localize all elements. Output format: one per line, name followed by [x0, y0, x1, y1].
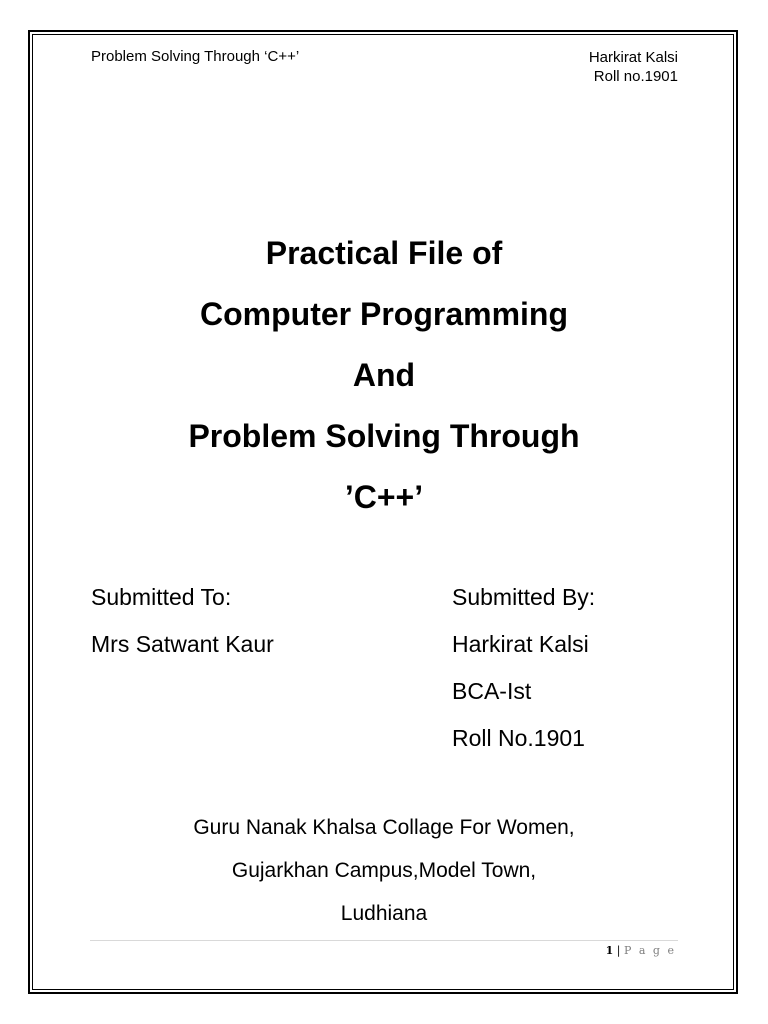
college-city: Ludhiana [340, 902, 428, 925]
submitted-by-roll: Roll No.1901 [452, 725, 585, 751]
document-title [0, 231, 768, 536]
submitted-by-label: Submitted By: [452, 584, 596, 610]
header-course-title: Problem Solving Through ‘C++’ [91, 48, 300, 65]
title-line-3: And [352, 357, 416, 393]
title-line-5: ’C++’ [344, 479, 424, 515]
page-number-footer [606, 944, 676, 957]
college-name: Guru Nanak Khalsa Collage For Women, [193, 816, 575, 839]
submitted-to-name: Mrs Satwant Kaur [91, 631, 274, 657]
submitted-by-name: Harkirat Kalsi [452, 631, 589, 657]
title-line-2: Computer Programming [199, 296, 569, 332]
header-student-name: Harkirat Kalsi [588, 49, 678, 66]
page-separator: | [616, 944, 621, 957]
submitted-to-label: Submitted To: [91, 584, 232, 610]
header-student-info [589, 48, 678, 86]
title-line-4: Problem Solving Through [188, 418, 580, 454]
header-roll-number: Roll no.1901 [593, 68, 678, 85]
title-line-1: Practical File of [265, 235, 503, 271]
submitted-by-class: BCA-Ist [452, 678, 532, 704]
college-campus: Gujarkhan Campus,Model Town, [231, 859, 537, 882]
footer-divider [90, 940, 678, 941]
page-label: P a g e [623, 944, 676, 957]
page-number: 1 [605, 944, 614, 957]
